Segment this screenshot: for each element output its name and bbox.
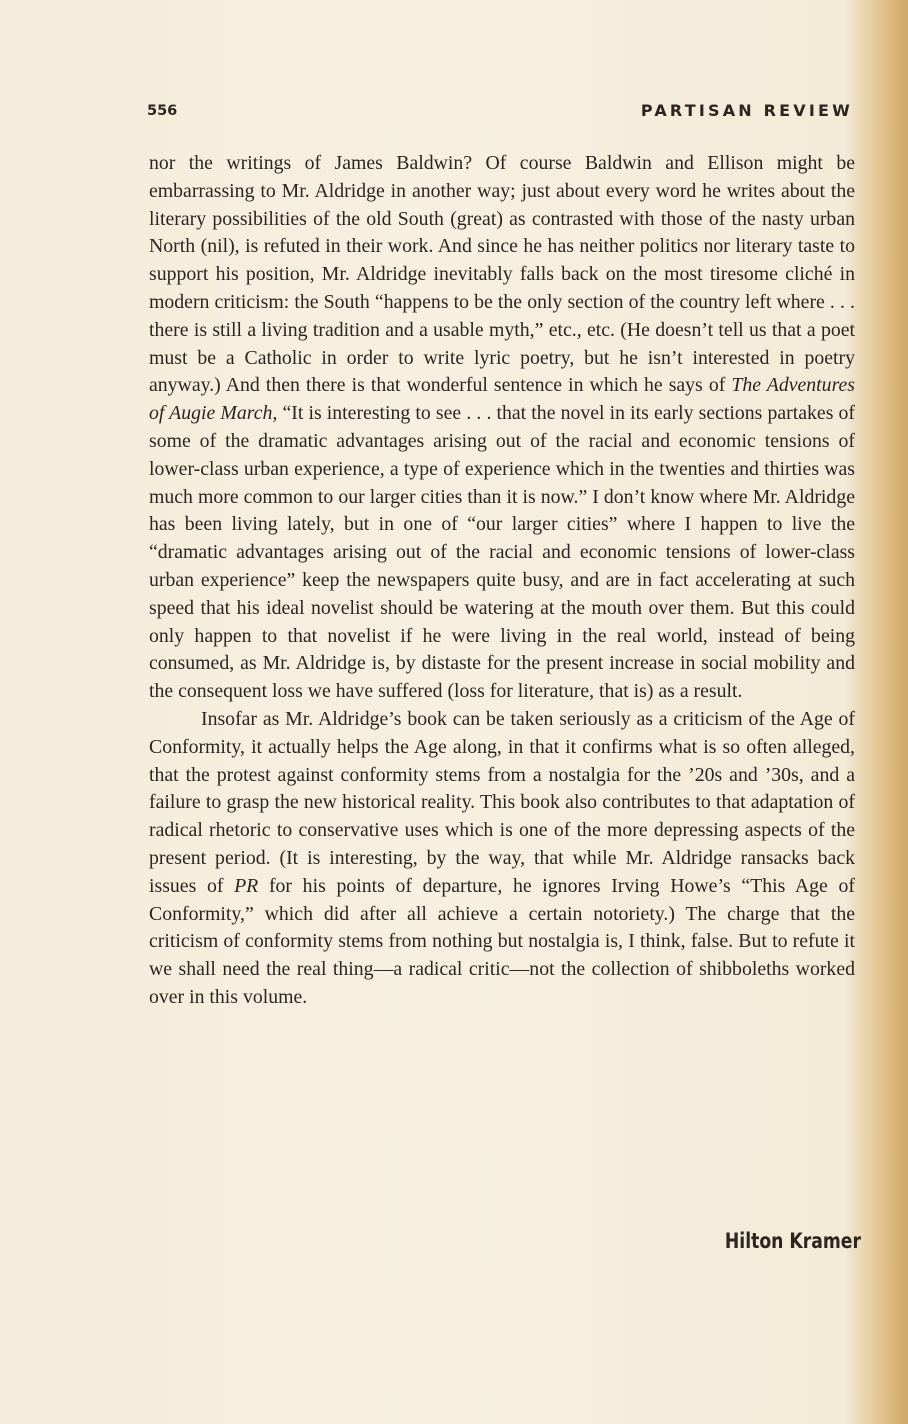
paragraph [149,706,855,1012]
paragraph-text: Insofar as Mr. Aldridge’s book can be taken seriously as a criticism of the Age of Conformity, it actually helps the Age along, in that it confirms what is so often alleged, that the protest against conformity stems from a nostalgia for the ’20s and ’30s, and a failure to grasp the new historical reality. This book also contributes to that adaptation of radical rhetoric to conservative uses which is one of the more depressing aspects of the present period. (It is interesting, by the way, that while Mr. Aldridge ransacks back issues of [149,707,855,897]
journal-title: PARTISAN REVIEW [640,101,853,120]
paragraph-text: for his points of departure, he ignores Irving Howe’s “This Age of Conformity,” which did after all achieve a certain notoriety.) The charge that the criticism of conformity stems from nothing but nostalgia is, I think, false. But to refute it we shall need the real thing—a radical critic—not the collection of shibboleths worked over in this volume. [149,874,855,1008]
paragraph-text: nor the writings of James Baldwin? Of course Baldwin and Ellison might be embarrassing to Mr. Aldridge in another way; just about every word he writes about the literary possibilities of the old South (great) as contrasted with those of the nasty urban North (nil), is refuted in their work. And since he has neither politics nor literary taste to support his position, Mr. Aldridge inevitably falls back on the most tiresome cliché in modern criticism: the South “happens to be the only section of the country left where . . . there is still a living tradition and a usable myth,” etc., etc. (He doesn’t tell us that a poet must be a Catholic in order to write lyric poetry, but he isn’t interested in poetry anyway.) And then there is that wonderful sentence in which he says of [149,152,855,397]
author-signature: Hilton Kramer [724,1229,861,1253]
review-text [149,150,855,1012]
running-head [147,101,853,123]
journal-abbreviation: PR [234,874,259,897]
page-number: 556 [147,103,178,119]
paragraph-text: “It is interesting to see . . . that the novel in its early sections partakes of some of the dramatic advantages arising out of the racial and economic tensions of lower-class urban experience, a type of experience which in the twenties and thirties was much more common to our larger cities than it is now.” I don’t know where Mr. Aldridge has been living lately, but in one of “our larger cities” where I happen to live the “dramatic advantages arising out of the racial and economic tensions of lower-class urban experience” keep the newspapers quite busy, and are in fact accelerating at such speed that his ideal novelist should be watering at the mouth over them. But this could only happen to that novelist if he were living in the real world, instead of being consumed, as Mr. Aldridge is, by distaste for the present increase in social mobility and the consequent loss we have suffered (loss for literature, that is) as a result. [149,402,855,703]
paragraph [149,150,855,706]
book-title: The Adventures of Augie March, [149,374,856,425]
